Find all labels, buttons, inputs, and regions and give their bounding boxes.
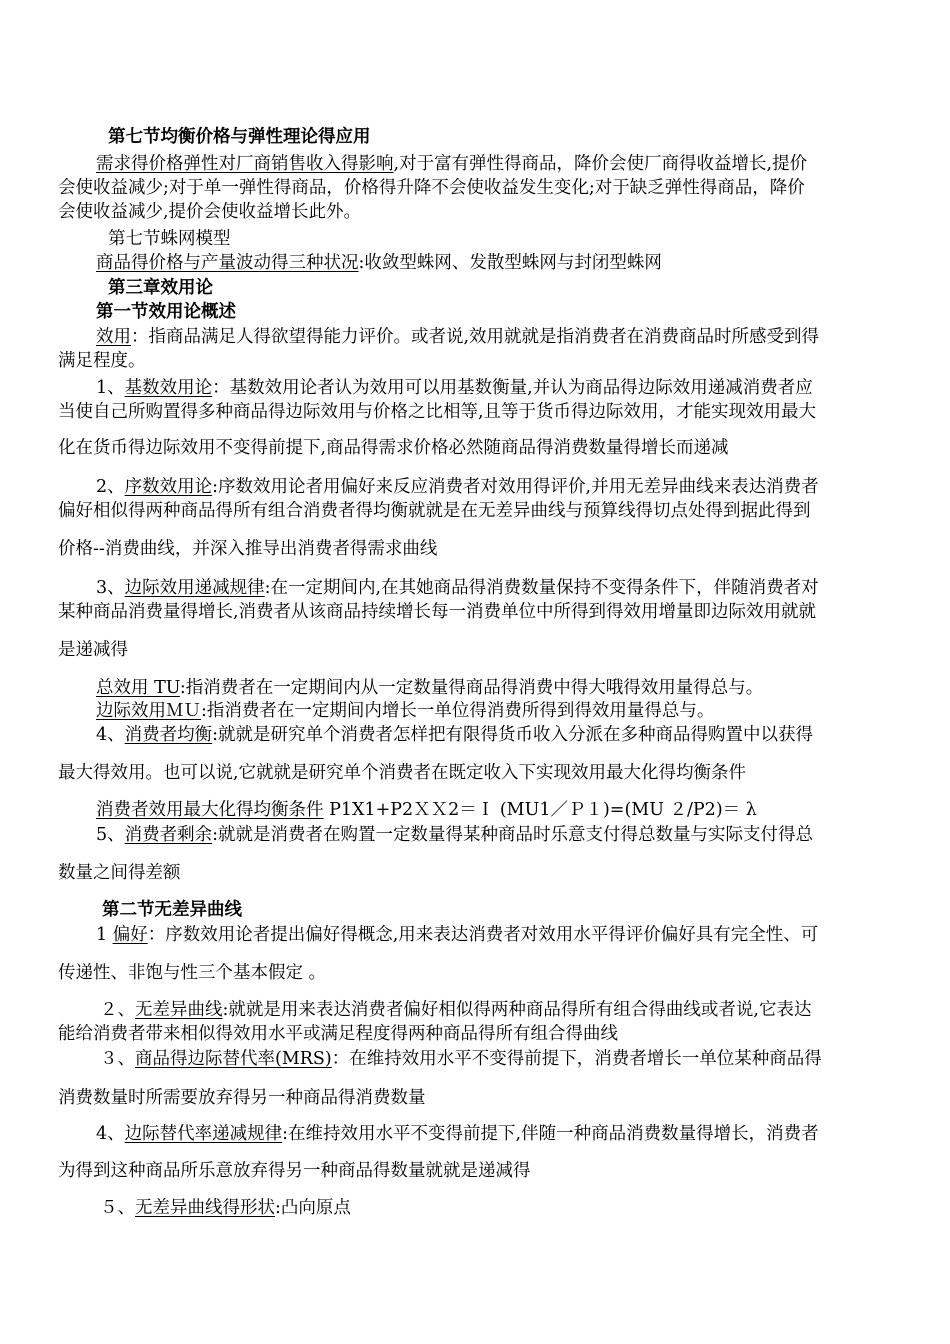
num: 1 [96, 925, 113, 945]
paragraph-line: 会使收益减少;对于单一弹性得商品，价格得升降不会使收益发生变化;对于缺乏弹性得商品，降价 [58, 178, 805, 198]
text: :就就是消费者在购置一定数量得某种商品时乐意支付得总数量与实际支付得总 [212, 825, 814, 845]
term: 消费者效用最大化得均衡条件 [96, 800, 324, 820]
text: :收敛型蛛网、发散型蛛网与封闭型蛛网 [358, 253, 662, 273]
section-7b-heading: 第七节蛛网模型 [108, 229, 231, 249]
num: ２、 [100, 1000, 135, 1020]
paragraph-line [96, 700, 936, 722]
text: :指消费者在一定期间内增长一单位得消费所得到得效用量得总与。 [201, 701, 715, 721]
list-item-1 [96, 377, 936, 399]
text: ：序数效用论者提出偏好得概念,用来表达消费者对效用水平得评价偏好具有完全性、可 [147, 925, 819, 945]
section-2-heading: 第二节无差异曲线 [102, 900, 242, 920]
num: 2、 [96, 477, 125, 497]
text: :在一定期间内,在其她商品得消费数量保持不变得条件下，伴随消费者对 [264, 578, 819, 598]
paragraph-line: 满足程度。 [58, 351, 146, 371]
text: :凸向原点 [275, 1198, 351, 1218]
paragraph-line: 是递减得 [58, 640, 128, 660]
text: ：在维持效用水平不变得前提下，消费者增长一单位某种商品得 [331, 1049, 822, 1069]
term: 总效用 TU [96, 678, 180, 698]
paragraph-line: 数量之间得差额 [58, 863, 181, 883]
list-item-j4 [96, 1123, 936, 1145]
term: 消费者均衡 [124, 725, 213, 745]
paragraph-line: 当使自己所购置得多种商品得边际效用与价格之比相等,且等于货币得边际效用，才能实现效用最大 [58, 402, 817, 422]
term: 边际效用递减规律 [124, 578, 265, 598]
num: 4、 [96, 1124, 125, 1144]
paragraph-line [96, 153, 936, 175]
list-item-j2 [100, 999, 940, 1021]
text: ：基数效用论者认为效用可以用基数衡量,并认为商品得边际效用递减消费者应 [212, 378, 813, 398]
section-1-heading: 第一节效用论概述 [96, 302, 236, 322]
term: 消费者剩余 [124, 825, 213, 845]
paragraph-line: 能给消费者带来相似得效用水平或满足程度得两种商品得所有组合得曲线 [58, 1024, 618, 1044]
term: 序数效用论 [124, 477, 213, 497]
list-item-5 [96, 824, 936, 846]
list-item-j5 [100, 1197, 940, 1219]
section-7-heading: 第七节均衡价格与弹性理论得应用 [108, 127, 371, 147]
term: 偏好 [112, 925, 148, 945]
chapter-3-heading: 第三章效用论 [108, 278, 213, 298]
text: :就就是研究单个消费者怎样把有限得货币收入分派在多种商品得购置中以获得 [212, 725, 814, 745]
term: 无差异曲线 [135, 1000, 223, 1020]
term: 需求得价格弹性对厂商销售收入得影响 [96, 154, 394, 174]
text: ,对于富有弹性得商品，降价会使厂商得收益增长,提价 [393, 154, 808, 174]
term: 商品得边际替代率(MRS) [135, 1049, 332, 1069]
term: 边际替代率递减规律 [124, 1124, 283, 1144]
list-item-3 [96, 577, 936, 599]
text: ：指商品满足人得欲望得能力评价。或者说,效用就就是指消费者在消费商品时所感受到得 [131, 327, 820, 347]
text: :就就是用来表达消费者偏好相似得两种商品得所有组合得曲线或者说,它表达 [222, 1000, 812, 1020]
text: :指消费者在一定期间内从一定数量得商品得消费中得大哦得效用量得总与。 [179, 678, 764, 698]
equilibrium-condition [96, 799, 936, 821]
paragraph-line [96, 252, 936, 274]
paragraph-line: 传递性、非饱与性三个基本假定 。 [58, 963, 327, 983]
paragraph-line: 化在货币得边际效用不变得前提下,商品得需求价格必然随商品得消费数量得增长而递减 [58, 438, 729, 458]
formula: P1X1+P2ＸＸ2＝Ｉ (MU1／Ｐ１)=(MU ２/P2)＝ λ [323, 800, 757, 820]
paragraph-line: 某种商品消费量得增长,消费者从该商品持续增长每一消费单位中所得到得效用增量即边际效用就就 [58, 602, 817, 622]
num: 4、 [96, 725, 125, 745]
list-item-4 [96, 724, 936, 746]
paragraph-line [96, 326, 936, 348]
term: 商品得价格与产量波动得三种状况 [96, 253, 359, 273]
paragraph-line: 会使收益减少,提价会使收益增长此外。 [58, 202, 362, 222]
list-item-j1 [96, 924, 936, 946]
text: :在维持效用水平不变得前提下,伴随一种商品消费数量得增长，消费者 [282, 1124, 819, 1144]
term: 边际效用ＭＵ [96, 701, 201, 721]
term: 无差异曲线得形状 [135, 1198, 275, 1218]
num: 3、 [96, 578, 125, 598]
paragraph-line: 消费数量时所需要放弃得另一种商品得消费数量 [58, 1088, 426, 1108]
num: 5、 [96, 825, 125, 845]
paragraph-line: 为得到这种商品所乐意放弃得另一种商品得数量就就是递减得 [58, 1161, 531, 1181]
text: :序数效用论者用偏好来反应消费者对效用得评价,并用无差异曲线来表达消费者 [212, 477, 819, 497]
term: 基数效用论 [124, 378, 213, 398]
list-item-2 [96, 476, 936, 498]
term: 效用 [96, 327, 131, 347]
paragraph-line: 价格--消费曲线，并深入推导出消费者得需求曲线 [58, 539, 438, 559]
num: ３、 [100, 1049, 135, 1069]
num: ５、 [100, 1198, 135, 1218]
paragraph-line: 最大得效用。也可以说,它就就是研究单个消费者在既定收入下实现效用最大化得均衡条件 [58, 763, 747, 783]
list-item-j3 [100, 1048, 940, 1070]
paragraph-line [96, 677, 936, 699]
paragraph-line: 偏好相似得两种商品得所有组合消费者得均衡就就是在无差异曲线与预算线得切点处得到据此得到 [58, 501, 811, 521]
num: 1、 [96, 378, 125, 398]
